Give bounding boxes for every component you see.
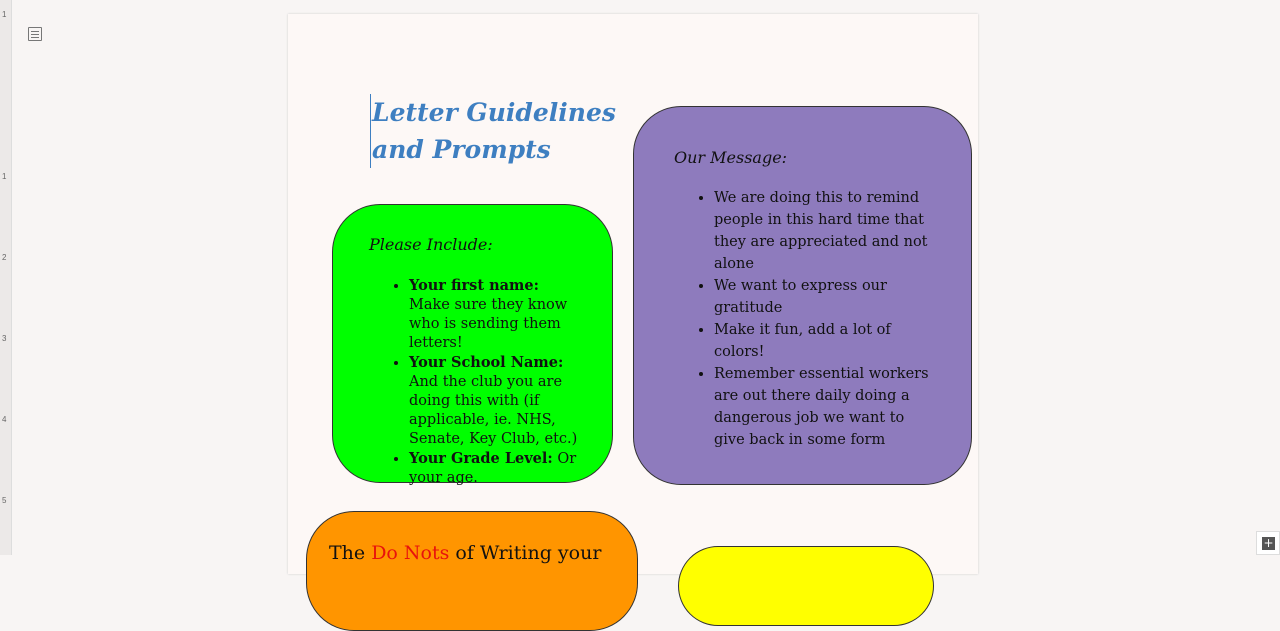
title-line: Letter Guidelines	[372, 98, 616, 127]
heading-red-text: Do Nots	[371, 542, 450, 564]
list-item: • Your first name: Make sure they know who is sending them letters!	[409, 276, 582, 353]
please-include-box	[332, 204, 613, 486]
yellow-box	[678, 546, 934, 626]
ruler-number: 2	[2, 253, 7, 262]
ruler-number: 5	[2, 496, 7, 505]
list-item: • We are doing this to remind people in this hard time that they are appreciated and not alone	[714, 187, 931, 275]
add-comment-icon: +	[1263, 536, 1274, 550]
our-message-box	[633, 106, 972, 485]
box-heading: Please Include:	[369, 235, 493, 254]
ruler-number: 3	[2, 334, 7, 343]
list-item: • Remember essential workers are out there daily doing a dangerous job we want to give back in some form	[714, 363, 931, 451]
do-nots-box	[306, 511, 638, 631]
ruler-number: 1	[2, 172, 7, 181]
heading-text: The	[329, 542, 372, 564]
vertical-ruler[interactable]	[0, 0, 12, 555]
title-line: and Prompts	[372, 135, 551, 164]
list-item: • Make it fun, add a lot of colors!	[714, 319, 931, 363]
page-title	[370, 94, 616, 168]
box-heading: Our Message:	[674, 148, 788, 167]
ruler-number: 4	[2, 415, 7, 424]
list-item: • We want to express our gratitude	[714, 275, 931, 319]
ruler-number: 1	[2, 10, 7, 19]
list-item: • Your Grade Level: Or your age.	[409, 449, 582, 488]
add-comment-button[interactable]	[1256, 531, 1280, 555]
heading-text: of Writing your	[449, 542, 602, 564]
list-item: • Your School Name: And the club you are doing this with (if applicable, ie. NHS, Senate, Key Club, etc.)	[409, 353, 582, 449]
document-outline-icon[interactable]	[28, 27, 42, 41]
document-page[interactable]	[288, 14, 978, 574]
